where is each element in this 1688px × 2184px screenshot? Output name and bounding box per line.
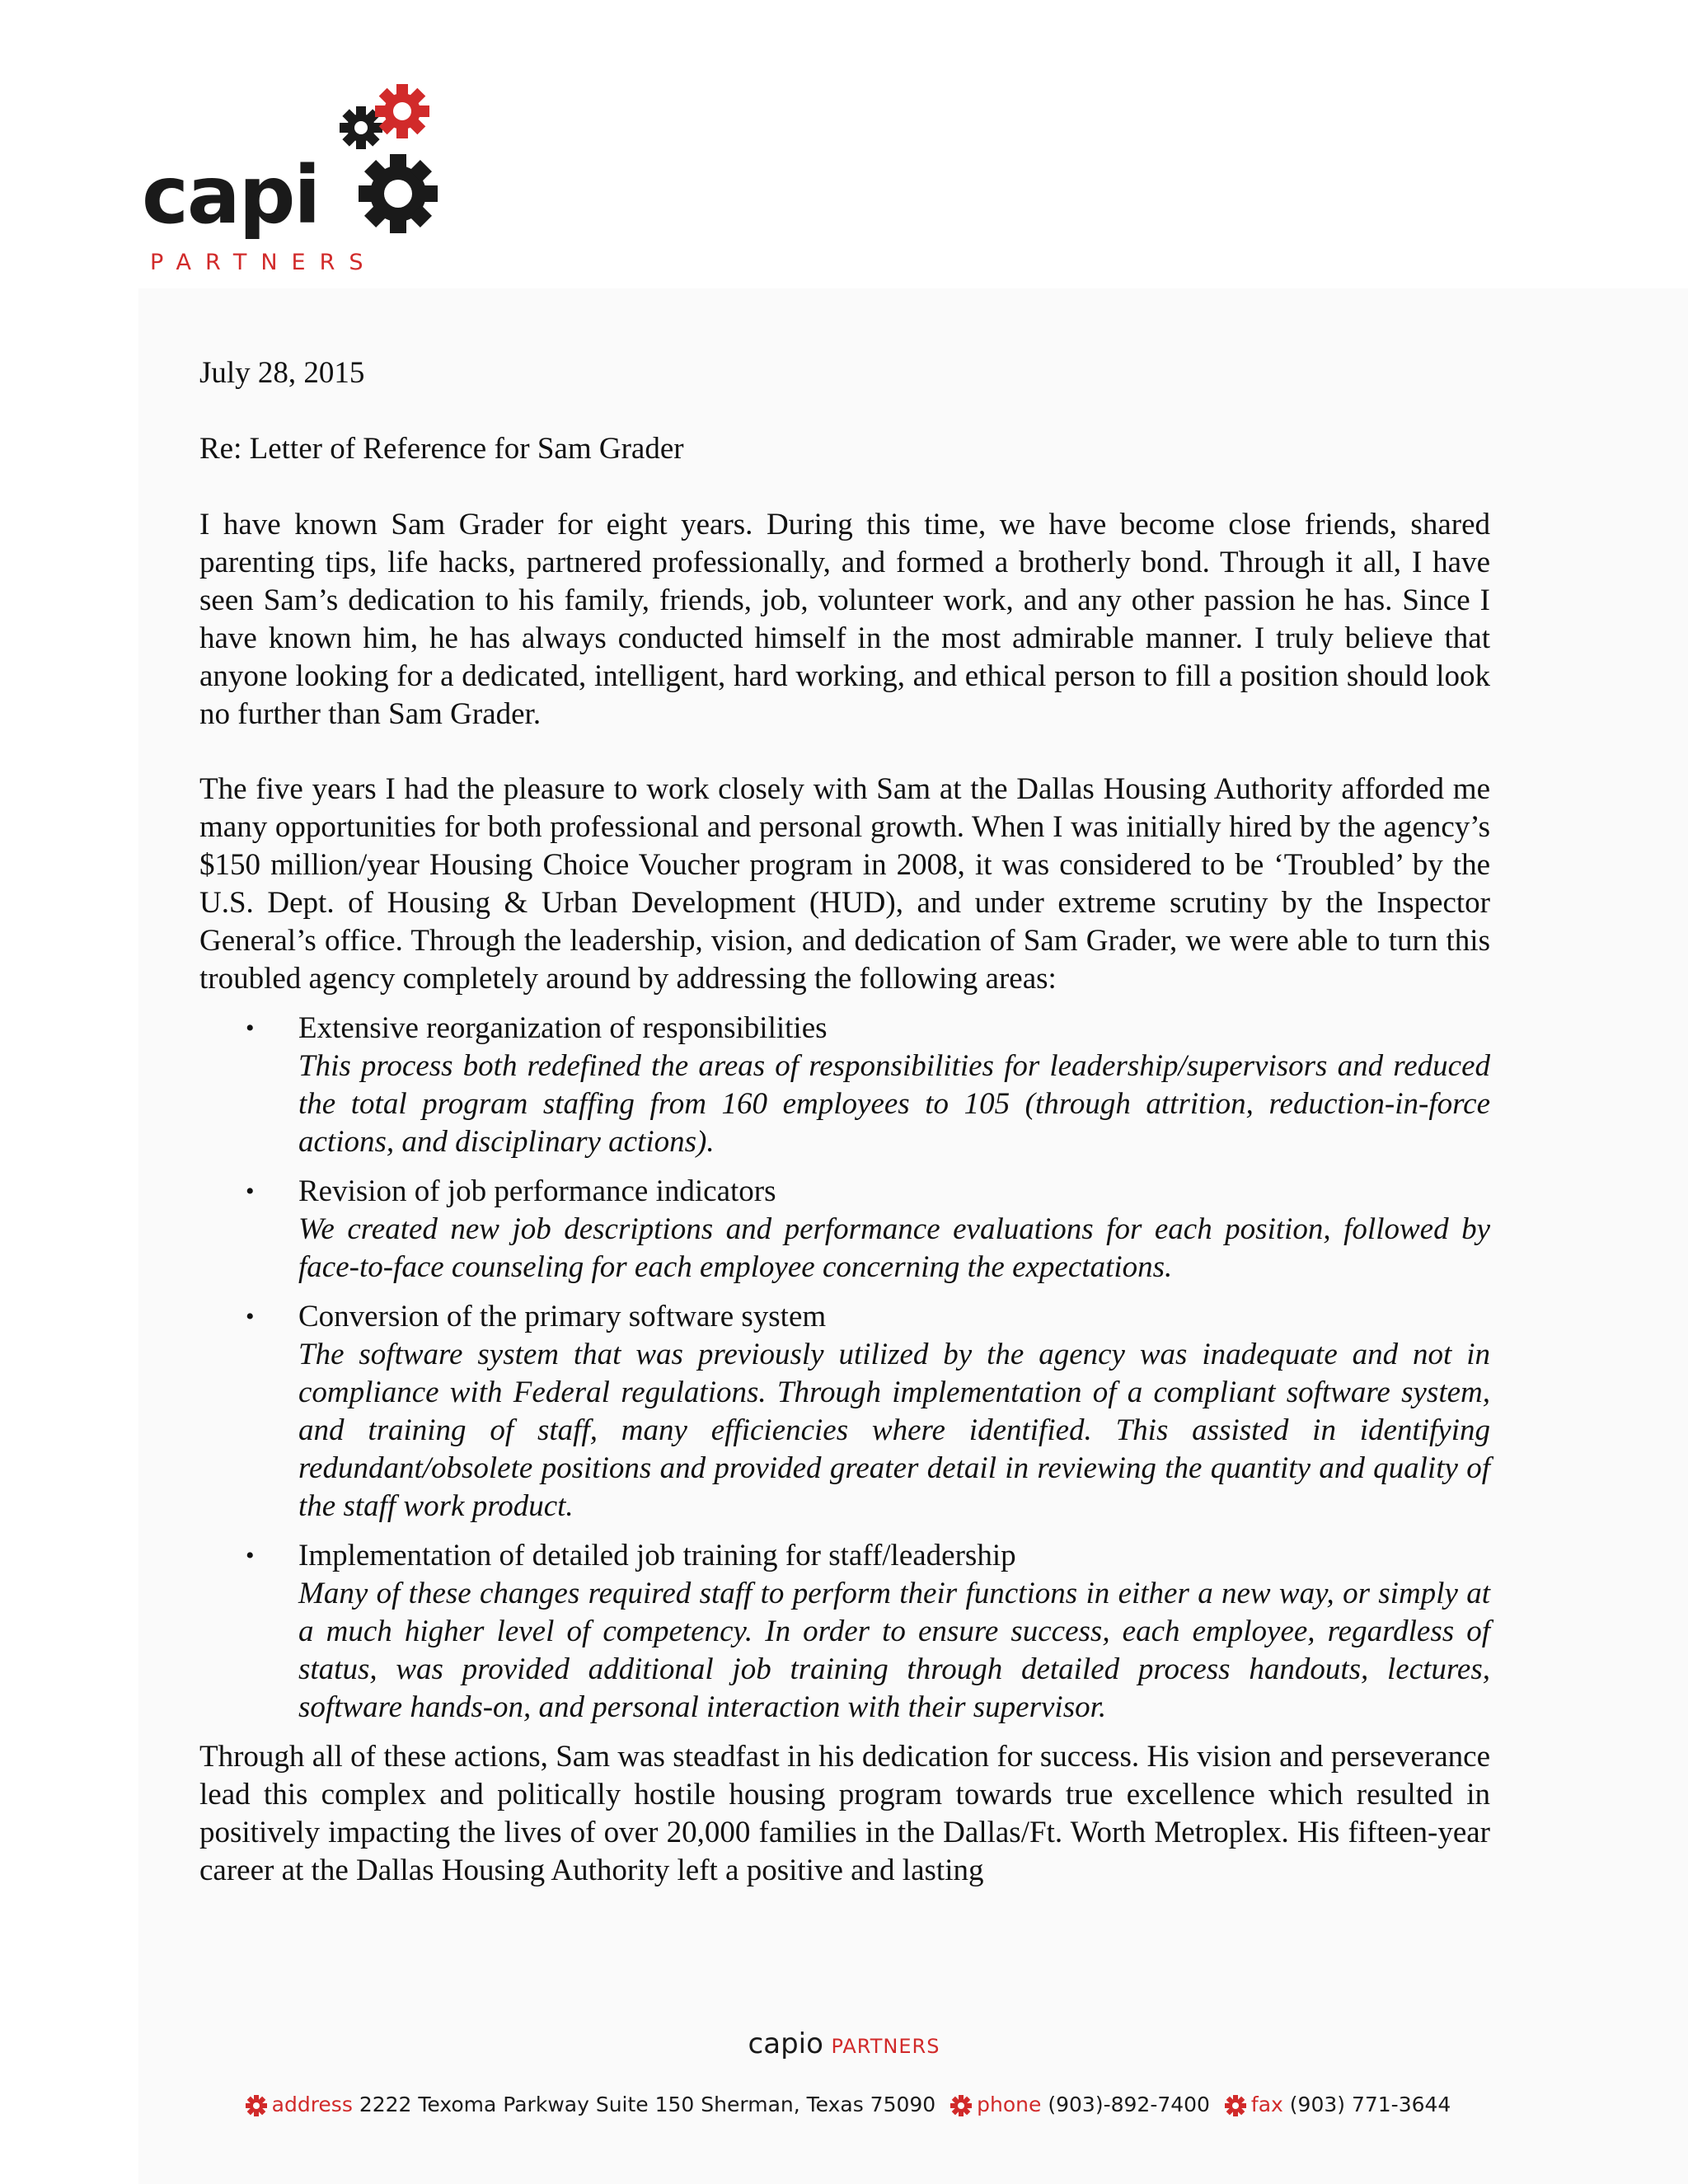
achievements-list xyxy=(199,1010,1490,1727)
address-label: address xyxy=(271,2093,353,2116)
list-item xyxy=(199,1298,1490,1526)
paragraph-dha: The five years I had the pleasure to work closely with Sam at the Dallas Housing Authority afforded me many opportunities for both professional and personal growth. When I was initially hired by the agency’s $150 million/year Housing Choice Voucher program in 2008, it was considered to be ‘Troubled’ by the U.S. Dept. of Housing & Urban Development (HUD), and under extreme scrutiny by the Inspector General’s office. Through the leadership, vision, and dedication of Sam Grader, we were able to turn this troubled agency completely around by addressing the following areas: xyxy=(199,772,1490,996)
item-description: The software system that was previously utilized by the agency was inadequate and not in compliance with Federal regulations. Through implementation of a compliant software system, and training of staff, many efficiencies where identified. This assisted in identifying redundant/obsolete positions and provided greater detail in reviewing the quantity and quality of the staff work product. xyxy=(298,1338,1490,1523)
logo-graphic xyxy=(138,78,485,284)
list-item xyxy=(199,1173,1490,1286)
footer-brand xyxy=(0,2029,1688,2061)
letter-subject: Re: Letter of Reference for Sam Grader xyxy=(199,432,684,466)
bullet: • xyxy=(246,1015,255,1042)
item-description: We created new job descriptions and performance evaluations for each position, followed by face-to-face counseling for each employee concerning the expectations. xyxy=(298,1212,1490,1284)
capio-partners-logo xyxy=(138,78,485,284)
paragraph-conclusion: Through all of these actions, Sam was steadfast in his dedication for success. His vision and perseverance lead this complex and politically hostile housing program towards true excellence which resulted in positively impacting the lives of over 20,000 families in the Dallas/Ft. Worth Metroplex. His fifteen-year career at the Dallas Housing Authority left a positive and lasting xyxy=(199,1740,1490,1887)
logo-wordmark: capi xyxy=(142,149,320,241)
list-item xyxy=(199,1010,1490,1161)
fax-value: (903) 771-3644 xyxy=(1289,2093,1451,2116)
phone-value: (903)-892-7400 xyxy=(1048,2093,1210,2116)
gear-icon xyxy=(246,2095,267,2125)
bullet: • xyxy=(246,1542,255,1569)
gear-icon xyxy=(950,2095,972,2125)
gear-icon xyxy=(1225,2095,1246,2125)
item-title: Revision of job performance indicators xyxy=(298,1174,776,1208)
footer-brand-name: capio xyxy=(748,2027,823,2060)
address-value: 2222 Texoma Parkway Suite 150 Sherman, Texas 75090 xyxy=(359,2093,936,2116)
item-title: Extensive reorganization of responsibilities xyxy=(298,1011,828,1045)
item-title: Implementation of detailed job training for staff/leadership xyxy=(298,1539,1016,1572)
footer-contact xyxy=(0,2090,1688,2125)
letter-date: July 28, 2015 xyxy=(199,356,365,390)
bullet: • xyxy=(246,1178,255,1205)
list-item xyxy=(199,1537,1490,1727)
bullet: • xyxy=(246,1303,255,1330)
letter-body xyxy=(199,354,1490,1890)
item-description: Many of these changes required staff to perform their functions in either a new way, or simply at a much higher level of competency. In order to ensure success, each employee, regardless of status, was provided additional job training through detailed process handouts, lectures, software hands-on, and personal interaction with their supervisor. xyxy=(298,1577,1490,1724)
logo-tagline: PARTNERS xyxy=(150,250,377,275)
fax-label: fax xyxy=(1250,2093,1283,2116)
o-gear-icon xyxy=(359,154,438,233)
item-title: Conversion of the primary software system xyxy=(298,1300,827,1333)
footer-brand-tag: PARTNERS xyxy=(831,2035,940,2058)
paragraph-intro: I have known Sam Grader for eight years. During this time, we have become close friends, shared parenting tips, life hacks, partnered professionally, and formed a brotherly bond. Through it all, I have seen Sam’s dedication to his family, friends, job, volunteer work, and any other passion he has. Since I have known him, he has always conducted himself in the most admirable manner. I truly believe that anyone looking for a dedicated, intelligent, hard working, and ethical person to fill a position should look no further than Sam Grader. xyxy=(199,508,1490,731)
phone-label: phone xyxy=(977,2093,1042,2116)
item-description: This process both redefined the areas of responsibilities for leadership/supervisors and reduced the total program staffing from 160 employees to 105 (through attrition, reduction-in-force actions, and disciplinary actions). xyxy=(298,1049,1490,1159)
red-gear-icon xyxy=(375,84,429,138)
